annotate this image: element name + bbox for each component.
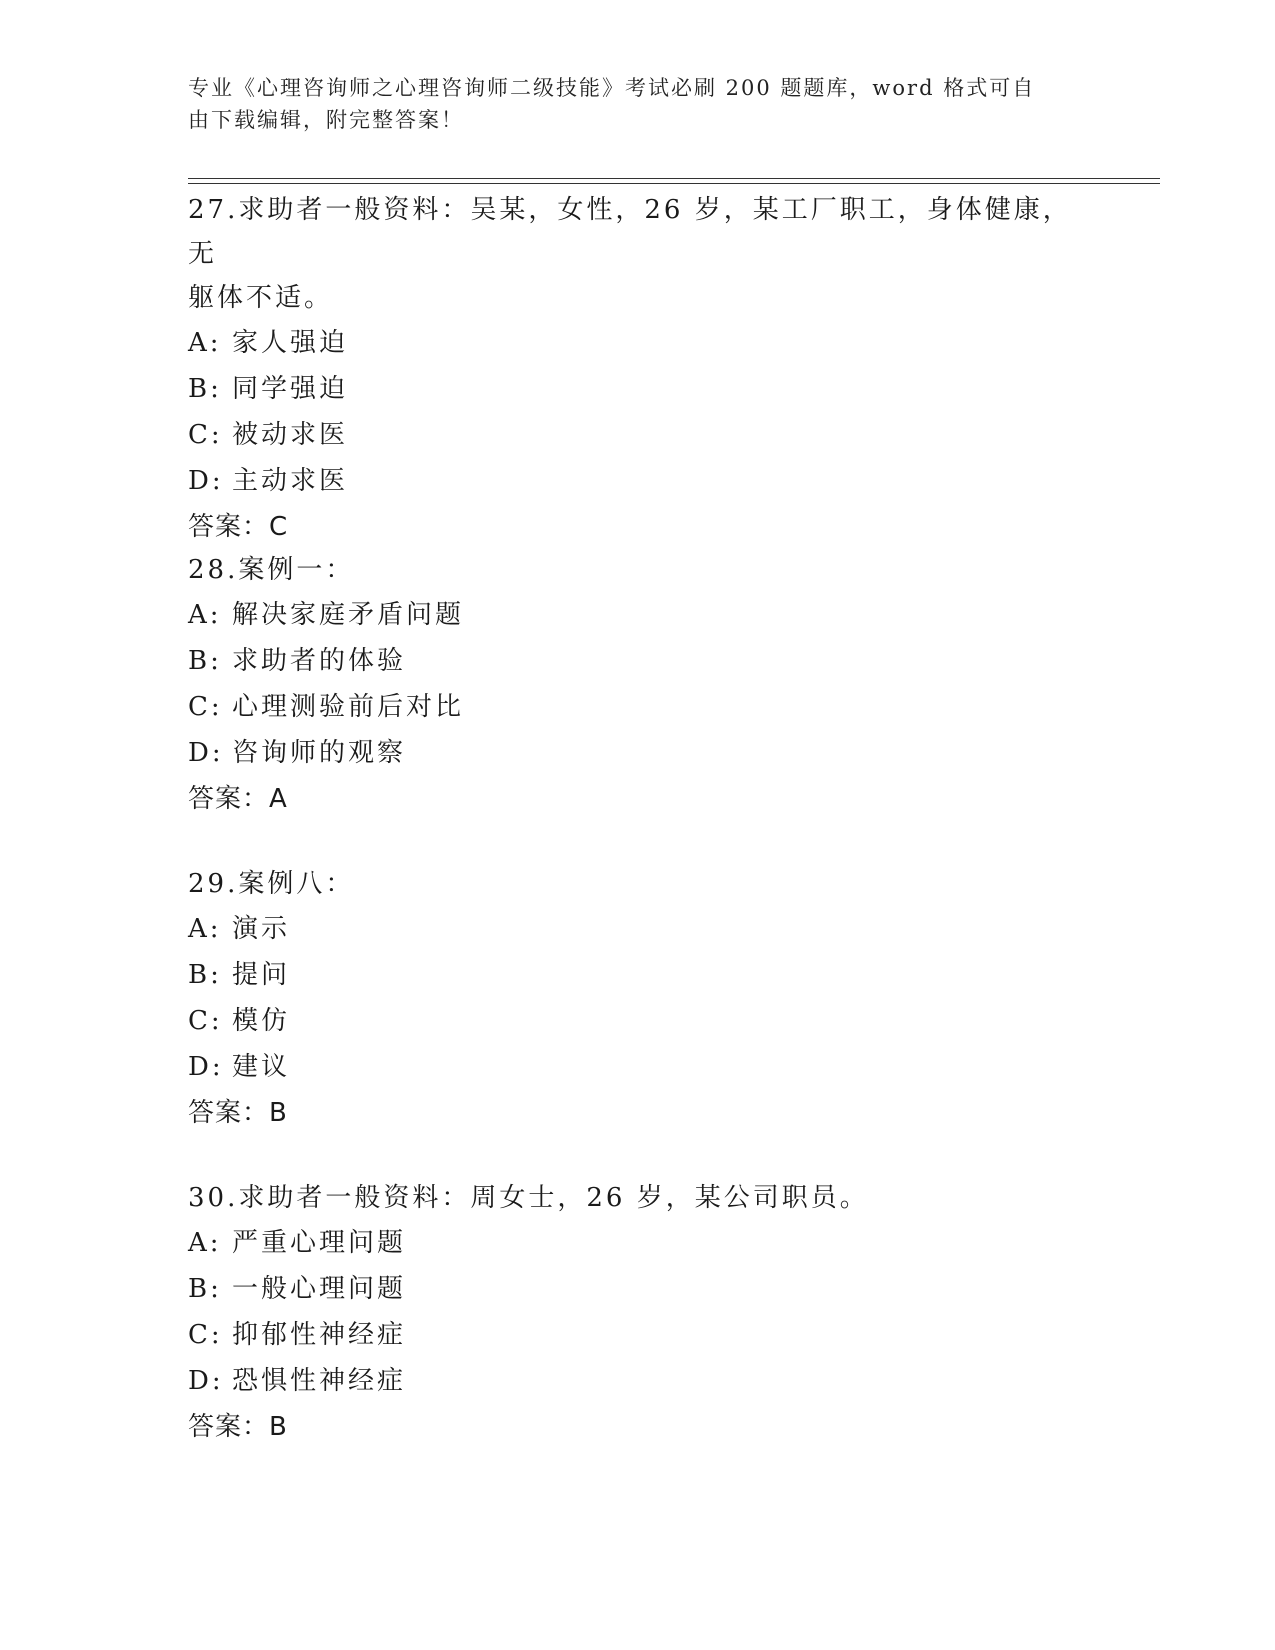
option-text: 咨询师的观察 bbox=[232, 738, 407, 768]
option-key: B: bbox=[188, 374, 222, 404]
option-text: 建议 bbox=[232, 1052, 291, 1082]
option-d bbox=[188, 458, 1088, 504]
question-29 bbox=[188, 862, 1088, 1136]
header-divider-bottom bbox=[188, 183, 1160, 184]
option-text: 演示 bbox=[232, 914, 291, 944]
header-divider-top bbox=[188, 178, 1160, 179]
answer: 答案：A bbox=[188, 784, 288, 814]
option-text: 一般心理问题 bbox=[232, 1274, 407, 1304]
option-key: B: bbox=[188, 1274, 222, 1304]
option-text: 严重心理问题 bbox=[232, 1228, 407, 1258]
answer: 答案：C bbox=[188, 512, 289, 542]
option-key: D: bbox=[188, 1366, 224, 1396]
option-a bbox=[188, 1220, 1088, 1266]
option-d bbox=[188, 1044, 1088, 1090]
option-text: 提问 bbox=[232, 960, 291, 990]
answer: 答案：B bbox=[188, 1098, 288, 1128]
question-30 bbox=[188, 1176, 1088, 1450]
option-text: 求助者的体验 bbox=[232, 646, 407, 676]
option-key: A: bbox=[188, 914, 222, 944]
option-d bbox=[188, 1358, 1088, 1404]
question-27 bbox=[188, 188, 1088, 550]
question-stem: 29.案例八： bbox=[188, 869, 355, 899]
option-a bbox=[188, 320, 1088, 366]
header-line-1: 专业《心理咨询师之心理咨询师二级技能》考试必刷 200 题题库，word 格式可自 bbox=[188, 76, 1036, 100]
option-a bbox=[188, 592, 1088, 638]
option-key: C: bbox=[188, 692, 223, 722]
option-text: 同学强迫 bbox=[232, 374, 349, 404]
option-key: A: bbox=[188, 328, 222, 358]
header-line-2: 由下载编辑，附完整答案！ bbox=[188, 108, 464, 132]
question-stem: 28.案例一： bbox=[188, 555, 355, 585]
option-key: A: bbox=[188, 1228, 222, 1258]
option-text: 主动求医 bbox=[232, 466, 349, 496]
option-text: 被动求医 bbox=[232, 420, 349, 450]
option-key: D: bbox=[188, 1052, 224, 1082]
question-stem: 30.求助者一般资料：周女士，26 岁，某公司职员。 bbox=[188, 1183, 869, 1213]
option-key: C: bbox=[188, 1006, 223, 1036]
answer: 答案：B bbox=[188, 1412, 288, 1442]
option-key: D: bbox=[188, 738, 224, 768]
option-key: D: bbox=[188, 466, 224, 496]
option-c bbox=[188, 684, 1088, 730]
option-b bbox=[188, 638, 1088, 684]
option-key: C: bbox=[188, 420, 223, 450]
option-text: 抑郁性神经症 bbox=[232, 1320, 407, 1350]
option-c bbox=[188, 412, 1088, 458]
option-c bbox=[188, 1312, 1088, 1358]
option-c bbox=[188, 998, 1088, 1044]
option-b bbox=[188, 1266, 1088, 1312]
option-b bbox=[188, 952, 1088, 998]
option-text: 家人强迫 bbox=[232, 328, 349, 358]
question-stem: 27.求助者一般资料：吴某，女性，26 岁，某工厂职工，身体健康，无 bbox=[188, 195, 1072, 269]
option-key: B: bbox=[188, 646, 222, 676]
option-text: 模仿 bbox=[232, 1006, 291, 1036]
option-text: 心理测验前后对比 bbox=[232, 692, 465, 722]
question-stem-continued: 躯体不适。 bbox=[188, 283, 334, 313]
option-text: 解决家庭矛盾问题 bbox=[232, 600, 465, 630]
option-b bbox=[188, 366, 1088, 412]
option-key: B: bbox=[188, 960, 222, 990]
option-text: 恐惧性神经症 bbox=[232, 1366, 407, 1396]
option-d bbox=[188, 730, 1088, 776]
question-28 bbox=[188, 548, 1088, 822]
document-header bbox=[188, 72, 1068, 136]
option-key: C: bbox=[188, 1320, 223, 1350]
option-key: A: bbox=[188, 600, 222, 630]
option-a bbox=[188, 906, 1088, 952]
